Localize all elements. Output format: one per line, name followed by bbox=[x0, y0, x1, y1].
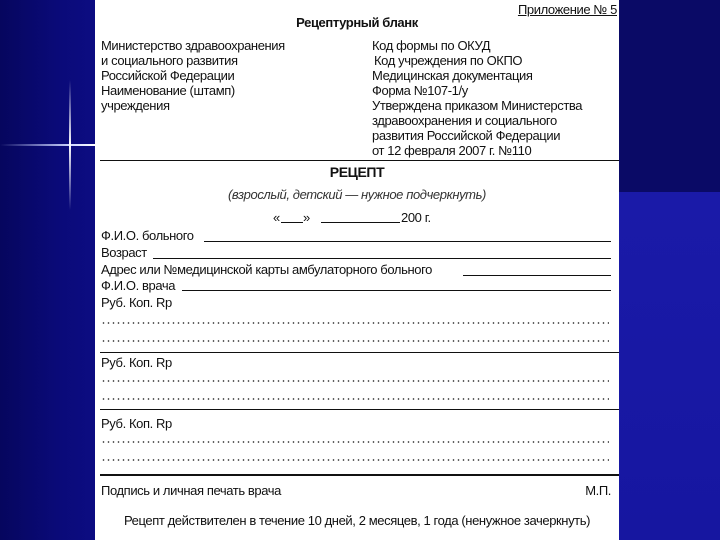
right-header-line: развития Российской Федерации bbox=[372, 128, 561, 143]
recipe-subtitle: (взрослый, детский — нужное подчеркнуть) bbox=[228, 187, 486, 202]
sparkle-star-icon-vertical bbox=[69, 80, 71, 210]
left-header-line: Наименование (штамп) bbox=[101, 83, 235, 98]
divider bbox=[100, 352, 619, 353]
doctor-name-label: Ф.И.О. врача bbox=[101, 278, 176, 293]
right-header-line: Утверждена приказом Министерства bbox=[372, 98, 583, 113]
address-label: Адрес или №медицинской карты амбулаторного больного bbox=[101, 262, 432, 277]
appendix-label: Приложение № 5 bbox=[517, 2, 617, 17]
sparkle-star-icon bbox=[0, 144, 95, 146]
divider bbox=[100, 160, 619, 161]
divider-thick bbox=[100, 474, 619, 476]
form-title: Рецептурный бланк bbox=[296, 15, 418, 30]
rp-label: Руб. Коп. Rp bbox=[101, 416, 172, 431]
left-header-line: Министерство здравоохранения bbox=[101, 38, 285, 53]
day-blank[interactable] bbox=[281, 222, 303, 223]
dotted-line[interactable] bbox=[101, 459, 609, 461]
right-header-line: Код формы по ОКУД bbox=[372, 38, 491, 53]
left-header-line: и социального развития bbox=[101, 53, 238, 68]
left-header-line: учреждения bbox=[101, 98, 170, 113]
signature-label: Подпись и личная печать врача bbox=[101, 483, 281, 498]
form-number: Форма №107-1/у bbox=[372, 83, 468, 98]
slide-background-right-top bbox=[619, 0, 720, 192]
rp-label: Руб. Коп. Rp bbox=[101, 295, 172, 310]
patient-name-label: Ф.И.О. больного bbox=[101, 228, 194, 243]
age-field[interactable] bbox=[153, 258, 611, 259]
address-field[interactable] bbox=[463, 275, 611, 276]
date-year: 200 г. bbox=[401, 210, 431, 225]
dotted-line[interactable] bbox=[101, 398, 609, 400]
right-header-line: здравоохранения и социального bbox=[372, 113, 557, 128]
stamp-label: М.П. bbox=[585, 483, 611, 498]
prescription-form bbox=[95, 0, 619, 540]
divider bbox=[100, 409, 619, 410]
validity-note: Рецепт действителен в течение 10 дней, 2 месяцев, 1 года (ненужное зачеркнуть) bbox=[123, 513, 591, 528]
right-header-line: от 12 февраля 2007 г. №110 bbox=[372, 143, 532, 158]
rp-label: Руб. Коп. Rp bbox=[101, 355, 172, 370]
slide-background-left bbox=[0, 0, 95, 540]
date-quote-close: » bbox=[303, 210, 310, 225]
slide-background-right-bottom bbox=[619, 192, 720, 540]
dotted-line[interactable] bbox=[101, 441, 609, 443]
month-blank[interactable] bbox=[321, 222, 400, 223]
dotted-line[interactable] bbox=[101, 322, 609, 324]
right-header-line: Код учреждения по ОКПО bbox=[374, 53, 523, 68]
patient-name-field[interactable] bbox=[204, 241, 611, 242]
date-quote-open: « bbox=[273, 210, 280, 225]
right-header-line: Медицинская документация bbox=[372, 68, 533, 83]
doctor-name-field[interactable] bbox=[182, 290, 611, 291]
dotted-line[interactable] bbox=[101, 340, 609, 342]
recipe-title: РЕЦЕПТ bbox=[329, 164, 385, 180]
age-label: Возраст bbox=[101, 245, 147, 260]
dotted-line[interactable] bbox=[101, 380, 609, 382]
left-header-line: Российской Федерации bbox=[101, 68, 235, 83]
